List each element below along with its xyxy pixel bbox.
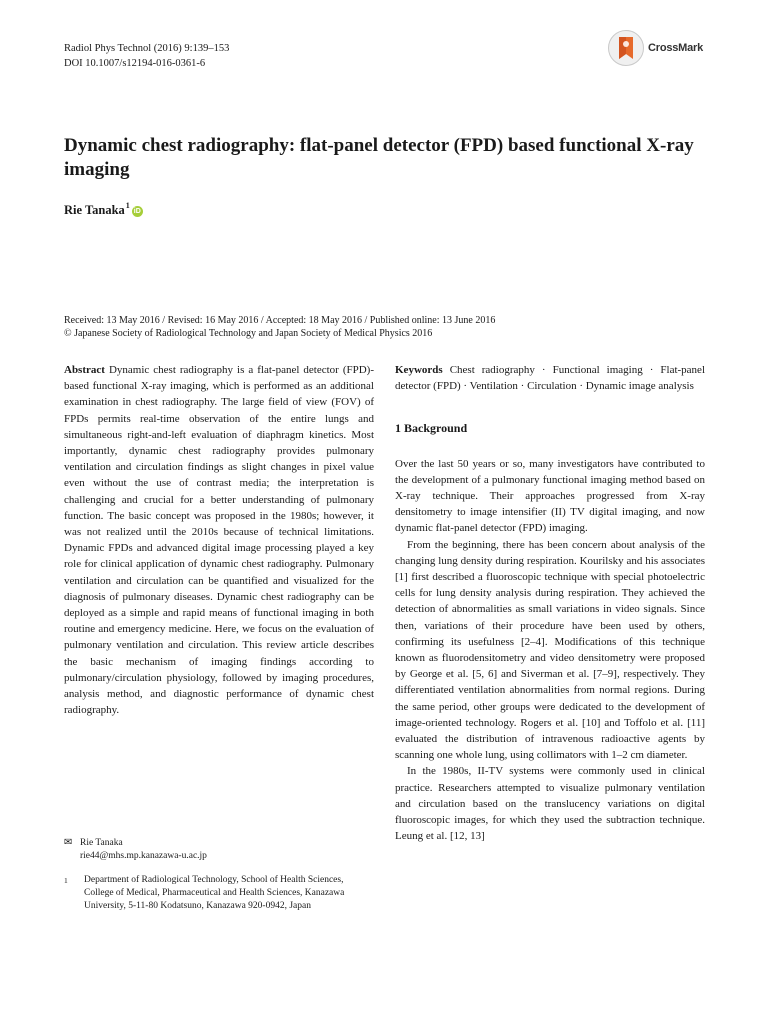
affiliation-text: Department of Radiological Technology, School of Health Sciences, College of Medical, Pharmaceutical and Health Sciences, Kanazawa University, 5-11-80 Kodatsuno, Kanazawa 920-0942, Japan [84,875,345,911]
orcid-icon[interactable]: iD [133,208,141,215]
publication-dates [64,314,714,340]
keywords-block [395,362,705,394]
author-line [64,203,143,218]
crossmark-badge[interactable] [608,30,708,66]
keywords-label: Keywords [395,364,443,376]
history-dates: Received: 13 May 2016 / Revised: 16 May 2016 / Accepted: 18 May 2016 / Published online: 13 June 2016 [64,315,496,326]
author-name[interactable]: Rie Tanaka [64,203,125,217]
abstract-section [64,362,374,718]
corresponding-author [64,836,374,863]
contact-name: Rie Tanaka [80,838,123,848]
journal-header [64,41,229,71]
crossmark-label: CrossMark [648,42,704,54]
section-heading-background: 1 Background [395,421,468,436]
background-paragraph-1: Over the last 50 years or so, many investigators have contributed to the development of a pulmonary functional imaging method based on X-ray technique. Their approaches progressed from X-ray densitometry to image intensifier (II) TV digital imaging, and now dynamic flat-panel detector (FPD) imaging. [395,457,705,535]
affiliation-footnote [64,874,374,913]
copyright: © Japanese Society of Radiological Technology and Japan Society of Medical Physics 2016 [64,328,433,339]
crossmark-icon [608,30,644,66]
right-column [395,362,705,844]
abstract-text: Dynamic chest radiography is a flat-panel detector (FPD)-based functional X-ray imaging, which is performed as an additional examination in chest radiography. The large field of view (FOV) of FPDs permits real-time observation of the entire lungs and simultaneous right-and-left evaluation of diaphragm kinetics. Most importantly, dynamic chest radiography provides pulmonary ventilation and circulation findings as slight changes in pixel value even without the use of contrast media; the interpretation is challenging and crucial for a better understanding of pulmonary function. The basic concept was proposed in the 1980s; however, it was not realized until the 2010s because of technical limitations. Dynamic FPDs and advanced digital image processing played a key role for clinical application of dynamic chest radiography. Pulmonary ventilation and circulation can be quantified and visualized for the diagnosis of pulmonary diseases. Dynamic chest radiography can be deployed as a simple and rapid means of functional imaging in both routine and emergency medicine. Here, we focus on the evaluation of pulmonary ventilation and circulation. This review article describes the basic mechanism of imaging findings according to pulmonary/circulation physiology, followed by imaging procedures, analysis method, and diagnostic performance of dynamic chest radiography. [64,364,375,717]
doi-line: DOI 10.1007/s12194-016-0361-6 [64,58,206,69]
article-title: Dynamic chest radiography: flat-panel detector (FPD) based functional X-ray imaging [64,135,694,180]
contact-email[interactable]: rie44@mhs.mp.kanazawa-u.ac.jp [80,851,207,861]
keywords-text: Chest radiography · Functional imaging · Flat-panel detector (FPD) · Ventilation · Circulation · Dynamic image analysis [395,364,705,393]
abstract-label: Abstract [64,364,105,376]
affiliation-mark: 1 [64,876,68,885]
background-paragraph-2: From the beginning, there has been concern about analysis of the changing lung density during respiration. Kourilsky and his associates [1] first described a fluoroscopic technique with special photoelectric cells for lung density analysis during respiration. They achieved the detection of abnormalities as small variations in video signals. Since then, variations of their procedure have been used by others, confirming its usefulness [2–4]. Modifications of this technique known as fluorodensitometry and video densitometry were proposed by George et al. [5, 6] and Siverman et al. [7–9], respectively. They differentiated ventilation abnormalities from normal regions. During the same period, other groups were dedicated to the development of image-oriented technology. Rogers et al. [10] and Toffolo et al. [11] evaluated the distribution of intravenous radioactive agents by scanning one whole lung, using collimators with 1–2 cm diameter. [395,538,705,762]
journal-citation: Radiol Phys Technol (2016) 9:139–153 [64,43,230,54]
envelope-icon: ✉ [64,837,73,848]
author-affil-mark: 1 [125,201,130,210]
background-paragraph-3: In the 1980s, II-TV systems were commonly used in clinical practice. Researchers attempted to visualize pulmonary ventilation and circulation based on the translucency variations on digital fluoroscopic images, for which they used the subtraction technique. Leung et al. [12, 13] [395,765,705,843]
